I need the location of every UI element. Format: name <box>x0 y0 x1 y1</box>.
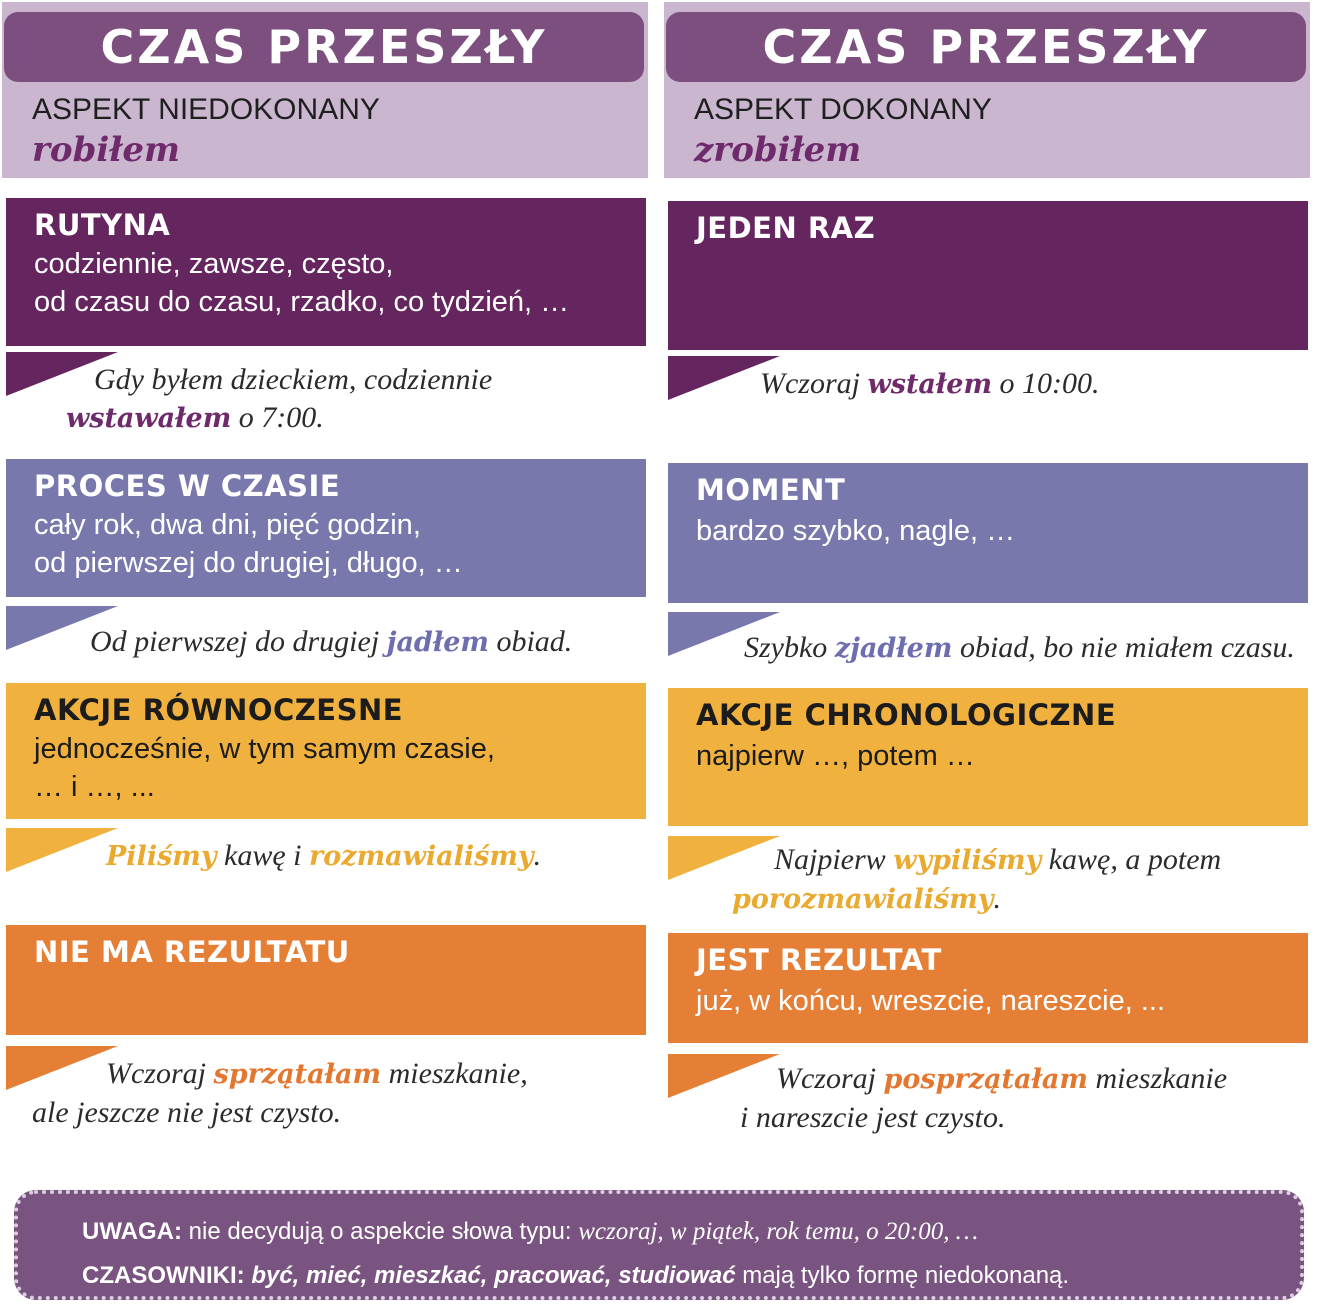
section-line: już, w końcu, wreszcie, nareszcie, ... <box>696 985 1165 1017</box>
note-box <box>14 1190 1304 1300</box>
example-text: Gdy byłem dzieckiem, codziennie <box>94 363 493 396</box>
triangle-marker <box>668 836 780 880</box>
highlighted-verb: Piliśmy <box>106 841 217 872</box>
example-text: ale jeszcze nie jest czysto. <box>32 1096 342 1129</box>
section-jest-rezultat <box>668 933 1308 1043</box>
section-line: od czasu do czasu, rzadko, co tydzień, … <box>34 286 570 318</box>
left-column <box>0 0 650 1180</box>
section-heading: NIE MA REZULTATU <box>34 935 350 969</box>
example-text: porozmawialiśmy. <box>732 882 1001 915</box>
section-jeden-raz <box>668 201 1308 350</box>
section-proces <box>6 459 646 597</box>
note-czasowniki: CZASOWNIKI: być, mieć, mieszkać, pracować, studiować mają tylko formę niedokonaną. <box>82 1262 1070 1289</box>
example-text: Najpierw wypiliśmy kawę, a potem <box>774 843 1222 876</box>
section-moment <box>668 463 1308 603</box>
section-line: codziennie, zawsze, często, <box>34 248 394 280</box>
section-akcje-rownoczesne <box>6 683 646 819</box>
note-uwaga: UWAGA: nie decydują o aspekcie słowa typu: wczoraj, w piątek, rok temu, o 20:00, … <box>82 1218 978 1245</box>
example-text: Od pierwszej do drugiej jadłem obiad. <box>90 625 573 658</box>
section-heading: JEST REZULTAT <box>696 943 942 977</box>
highlighted-verb: rozmawialiśmy <box>309 841 534 872</box>
example-text: Wczoraj wstałem o 10:00. <box>760 367 1100 400</box>
section-line: bardzo szybko, nagle, … <box>696 515 1016 547</box>
highlighted-verb: wstałem <box>867 369 993 400</box>
section-heading: AKCJE CHRONOLOGICZNE <box>696 698 1117 732</box>
section-line: jednocześnie, w tym samym czasie, <box>34 733 495 765</box>
highlighted-verb: porozmawialiśmy <box>732 884 994 915</box>
right-title: CZAS PRZESZŁY <box>666 12 1306 82</box>
section-line: od pierwszej do drugiej, długo, … <box>34 547 463 579</box>
section-heading: AKCJE RÓWNOCZESNE <box>34 693 404 727</box>
section-heading: MOMENT <box>696 473 846 507</box>
highlighted-verb: wypiliśmy <box>893 845 1042 876</box>
left-title: CZAS PRZESZŁY <box>4 12 644 82</box>
left-aspect-label: ASPEKT NIEDOKONANY <box>32 93 380 126</box>
right-aspect-verb: zrobiłem <box>694 130 862 170</box>
highlighted-verb: jadłem <box>386 627 489 658</box>
example-text: wstawałem o 7:00. <box>66 401 324 434</box>
right-column <box>662 0 1312 1180</box>
triangle-marker <box>6 828 118 872</box>
section-akcje-chronologiczne <box>668 688 1308 826</box>
section-line: … i …, ... <box>34 771 155 803</box>
triangle-marker <box>668 1054 780 1098</box>
section-heading: RUTYNA <box>34 208 171 242</box>
highlighted-verb: posprzątałam <box>883 1064 1088 1095</box>
triangle-marker <box>6 1046 118 1090</box>
right-aspect-label: ASPEKT DOKONANY <box>694 93 992 126</box>
section-line: cały rok, dwa dni, pięć godzin, <box>34 509 421 541</box>
highlighted-verb: wstawałem <box>66 403 232 434</box>
section-line: najpierw …, potem … <box>696 740 975 772</box>
example-text: Szybko zjadłem obiad, bo nie miałem czasu. <box>744 631 1295 664</box>
highlighted-verb: sprzątałam <box>213 1059 382 1090</box>
section-nie-ma-rezultatu <box>6 925 646 1035</box>
section-heading: PROCES W CZASIE <box>34 469 341 503</box>
example-text: Piliśmy kawę i rozmawialiśmy. <box>106 839 542 872</box>
section-rutyna <box>6 198 646 346</box>
example-text: Wczoraj posprzątałam mieszkanie <box>776 1062 1228 1095</box>
example-text: i nareszcie jest czysto. <box>740 1101 1006 1134</box>
section-heading: JEDEN RAZ <box>696 211 876 245</box>
left-aspect-verb: robiłem <box>32 130 180 170</box>
example-text: Wczoraj sprzątałam mieszkanie, <box>106 1057 528 1090</box>
highlighted-verb: zjadłem <box>834 633 953 664</box>
